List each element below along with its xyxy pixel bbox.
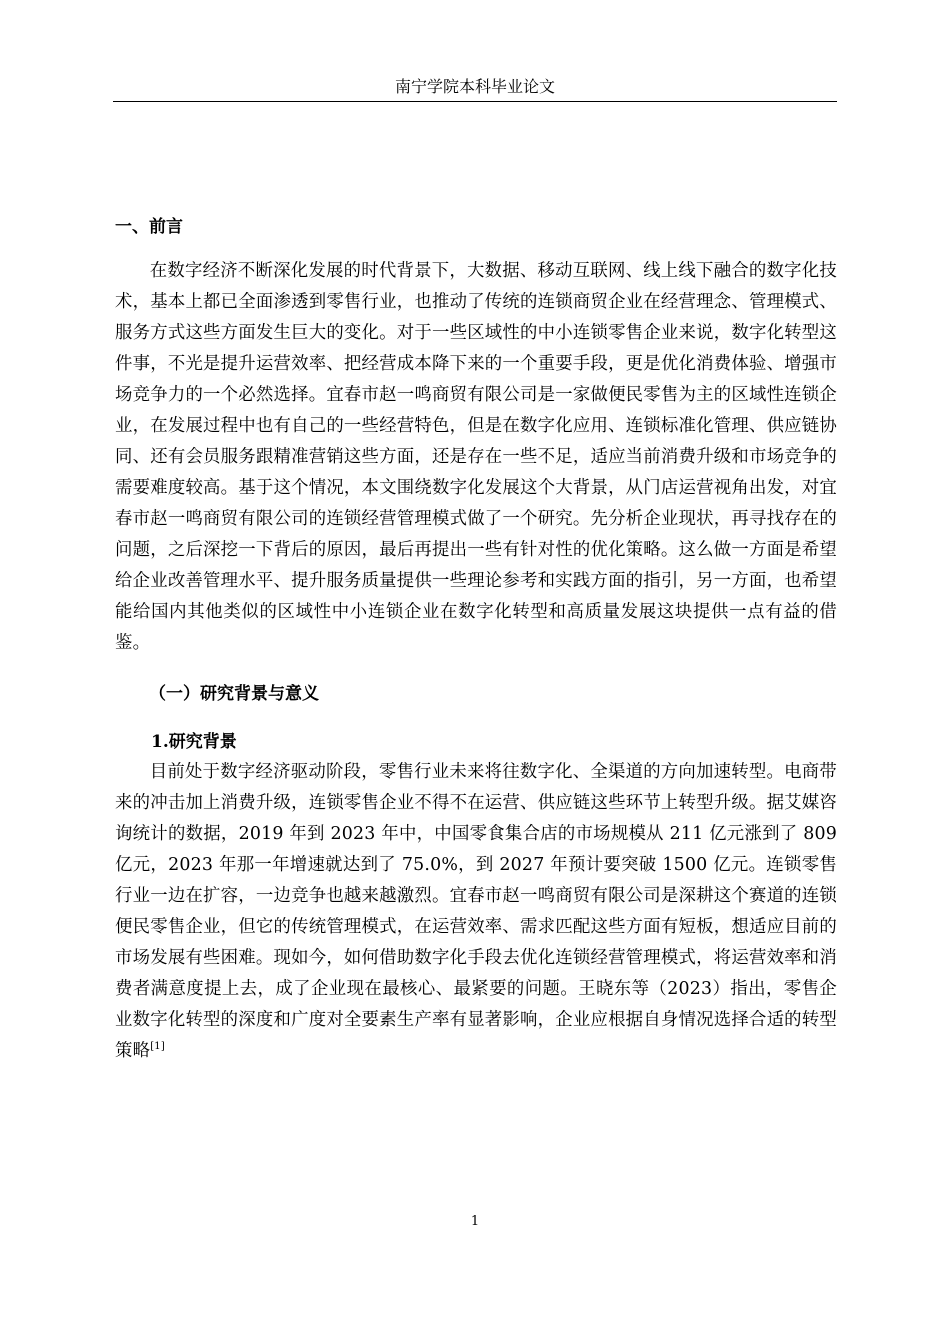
body-content	[115, 214, 837, 1067]
running-header: 南宁学院本科毕业论文	[394, 77, 555, 96]
header-rule	[113, 101, 837, 102]
preface-paragraph: 在数字经济不断深化发展的时代背景下，大数据、移动互联网、线上线下融合的数字化技术，基本上都已全面渗透到零售行业，也推动了传统的连锁商贸企业在经营理念、管理模式、服务方式这些方面发生巨大的变化。对于一些区域性的中小连锁零售企业来说，数字化转型这件事，不光是提升运营效率、把经营成本降下来的一个重要手段，更是优化消费体验、增强市场竞争力的一个必然选择。宜春市赵一鸣商贸有限公司是一家做便民零售为主的区域性连锁企业，在发展过程中也有自己的一些经营特色，但是在数字化应用、连锁标准化管理、供应链协同、还有会员服务跟精准营销这些方面，还是存在一些不足，适应当前消费升级和市场竞争的需要难度较高。基于这个情况，本文围绕数字化发展这个大背景，从门店运营视角出发，对宜春市赵一鸣商贸有限公司的连锁经营管理模式做了一个研究。先分析企业现状，再寻找存在的问题，之后深挖一下背后的原因，最后再提出一些有针对性的优化策略。这么做一方面是希望给企业改善管理水平、提升服务质量提供一些理论参考和实践方面的指引，另一方面，也希望能给国内其他类似的区域性中小连锁企业在数字化转型和高质量发展这块提供一点有益的借鉴。	[115, 261, 837, 653]
citation-marker[interactable]: [1]	[150, 1041, 165, 1052]
subsubsection-heading: 1.研究背景	[151, 732, 237, 752]
background-paragraph	[115, 757, 837, 1067]
subsection-heading: （一）研究背景与意义	[149, 684, 319, 704]
section-heading-preface: 一、前言	[115, 217, 183, 237]
background-text: 目前处于数字经济驱动阶段，零售行业未来将往数字化、全渠道的方向加速转型。电商带来的冲击加上消费升级，连锁零售企业不得不在运营、供应链这些环节上转型升级。据艾媒咨询统计的数据，2019 年到 2023 年中，中国零食集合店的市场规模从 211 亿元涨到了 809 亿元，2023 年那一年增速就达到了 75.0%，到 2027 年预计要突破 1500 亿元。连锁零售行业一边在扩容，一边竞争也越来越激烈。宜春市赵一鸣商贸有限公司是深耕这个赛道的连锁便民零售企业，但它的传统管理模式，在运营效率、需求匹配这些方面有短板，想适应目前的市场发展有些困难。现如今，如何借助数字化手段去优化连锁经营管理模式，将运营效率和消费者满意度提上去，成了企业现在最核心、最紧要的问题。王晓东等（2023）指出，零售企业数字化转型的深度和广度对全要素生产率有显著影响，企业应根据自身情况选择合适的转型策略	[115, 762, 837, 1061]
page-number: 1	[470, 1214, 480, 1229]
